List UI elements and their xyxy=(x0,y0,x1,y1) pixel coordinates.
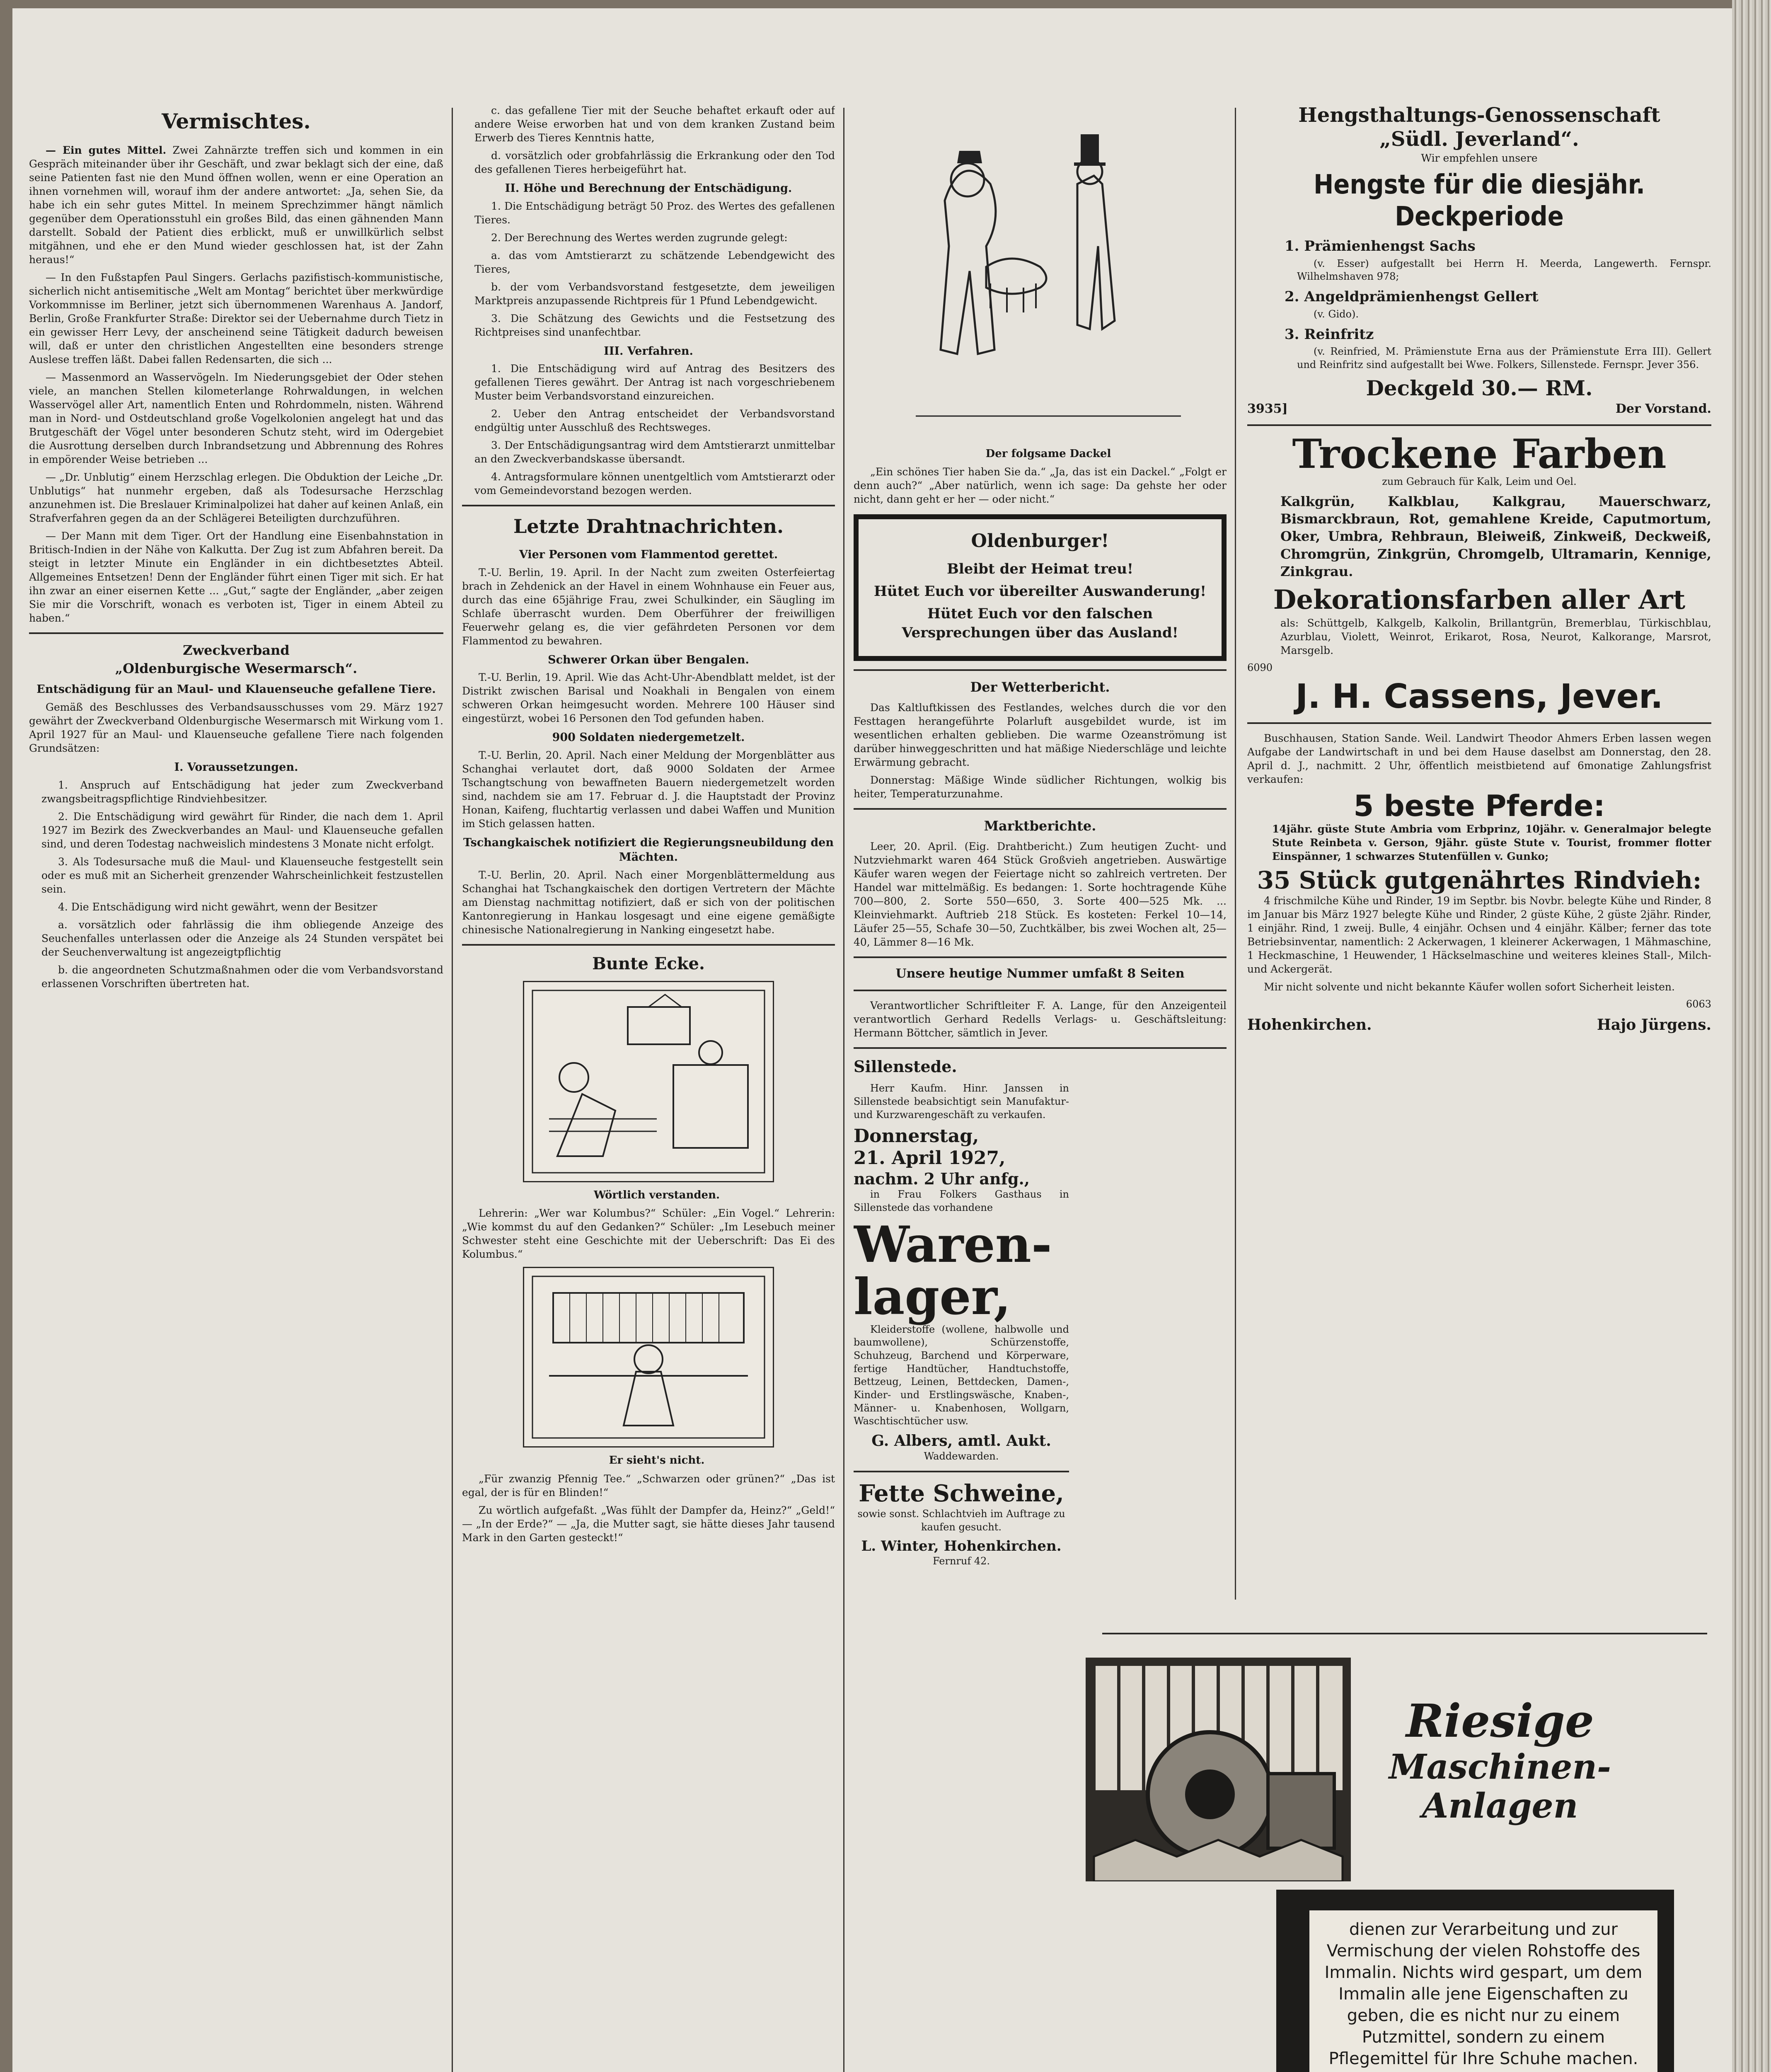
article-unblutig: — „Dr. Unblutig“ einem Herzschlag erlegen. Die Obduktion der Leiche „Dr. Unblutigs“ hat nunmehr ergeben, daß als Todesursache Herzschlag anzunehmen ist. Die Breslauer Kriminalpolizei hat daher auf keinen Anlaß, ein Strafverfahren gegen da an der Schlägerei Beteiligten durchzuführen. xyxy=(29,471,443,524)
column-divider xyxy=(843,108,844,2072)
column-divider xyxy=(1235,108,1236,1600)
article-gutes-mittel xyxy=(29,143,443,266)
news-headline: Tschangkaischek notifiziert die Regierungsneubildung den Mächten. xyxy=(463,836,834,864)
joke-dialog: „Ein schönes Tier haben Sie da.“ „Ja, das ist ein Dackel.“ „Folgt er denn auch?“ „Aber natürlich, wenn ich sage: Da gehste her oder nicht, dann geht er her — oder nicht.“ xyxy=(854,466,1227,506)
column-4 xyxy=(1247,104,1711,1604)
farben-headline: Trockene Farben xyxy=(1292,431,1667,478)
auction-place: Hohenkirchen. xyxy=(1247,1016,1372,1034)
ad-phone: Fernruf 42. xyxy=(932,1555,990,1567)
ad-text: Kleiderstoffe (wollene, halbwolle und baumwollene), Schürzenstoffe, Schuhzeug, Barchend und Körperware, fertige Handtücher, Handtuchstoffe, Bettzeug, Leinen, Bettdecken, Damen-, Kinder- und Erstlingswäsche, Knaben-, Männer- u. Knabenhosen, Wollgarn, Waschtischtücher usw. xyxy=(854,1323,1069,1427)
deko-list: als: Schüttgelb, Kalkgelb, Kalkolin, Brillantgrün, Bremerblau, Türkischblau, Azurblau, Violett, Weinrot, Erikarot, Rosa, Neurot, Kalkorange, Marsrot, Marsgelb. xyxy=(1280,617,1711,656)
immalin-copy: dienen zur Verarbeitung und zur Vermischung der vielen Rohstoffe des Immalin. Nichts wird gespart, um dem Immalin alle jene Eigenschaften zu geben, die es nicht nur zu einem Putzmittel, sondern zu einem Pflegemittel für Ihre Schuhe machen. xyxy=(1309,1910,1657,2072)
list-item: 3. Die Schätzung des Gewichts und die Festsetzung des Richtpreises sind unanfechtbar. xyxy=(474,312,835,338)
divider xyxy=(1247,722,1711,724)
list-item: 2. Der Berechnung des Wertes werden zugrunde gelegt: xyxy=(491,231,788,244)
riesige-word: Anlagen xyxy=(1422,1786,1578,1826)
page-edge xyxy=(1732,0,1771,2072)
list-item: b. die angeordneten Schutzmaßnahmen oder die vom Verbandsvorstand erlassenen Vorschriften übertreten hat. xyxy=(41,963,443,990)
stallion-desc: (v. Esser) aufgestallt bei Herrn H. Meerda, Langewerth. Fernspr. Wilhelmshaven 978; xyxy=(1297,257,1711,283)
list-item: 1. Die Entschädigung beträgt 50 Proz. des Wertes des gefallenen Tieres. xyxy=(474,200,835,226)
zweckverband-topic: Entschädigung für an Maul- und Klauenseuche gefallene Tiere. xyxy=(36,683,436,696)
section-title-vermischtes: Vermischtes. xyxy=(162,109,311,133)
box-title: Oldenburger! xyxy=(971,530,1109,552)
weather-title: Der Wetterbericht. xyxy=(970,679,1110,695)
stallion-desc: (v. Reinfried, M. Prämienstute Erna aus der Prämienstute Erra III). Gellert und Reinfritz sind aufgestallt bei Wwe. Folkers, Sillenstede. Fernspr. Jever 356. xyxy=(1297,346,1711,371)
riesige-word: Riesige xyxy=(1406,1694,1594,1748)
article-tiger: — Der Mann mit dem Tiger. Ort der Handlung eine Eisenbahnstation in Britisch-Indien in der Nähe von Kalkutta. Der Zug ist zum Abfahren bereit. Da steigt in letzter Minute ein Engländer in ein dichtbesetztes Abteil. Allgemeines Entsetzen! Denn der Engländer führt einen Tiger mit sich. Er hat ihn zwar an einer eisernen Kette ... „Gut,“ sagte der Engländer, „aber zeigen Sie mir die Vorschrift, wonach es verboten ist, Tiger in einem Abteil zu haben.“ xyxy=(29,530,443,624)
divider xyxy=(854,956,1227,958)
joke-dialog: Lehrerin: „Wer war Kolumbus?“ Schüler: „Ein Vogel.“ Lehrerin: „Wie kommst du auf den Gedanken?“ Schüler: „Im Lesebuch meiner Schwester steht eine Geschichte mit der Ueberschrift: Das Ei des Kolumbus.“ xyxy=(462,1207,835,1261)
machine-illustration xyxy=(1086,1658,1351,1881)
column-2 xyxy=(462,104,835,2072)
list-item: 3. Der Entschädigungsantrag wird dem Amtstierarzt unmittelbar an den Zweckverbandskasse übersandt. xyxy=(474,439,835,465)
auction-ad-sillenstede xyxy=(854,1056,1069,1568)
deckgeld: Deckgeld 30.— RM. xyxy=(1366,375,1593,400)
stallion-name: 1. Prämienhengst Sachs xyxy=(1285,237,1476,254)
article-lead: — Ein gutes Mittel. xyxy=(46,144,167,156)
pferde-desc: 14jähr. güste Stute Ambria vom Erbprinz, 10jähr. v. Generalmajor belegte Stute Reinbeta v. Gerson, 9jähr. güste Stute v. Tourist, frommer flotter Einspänner, 1 schwarzes Stutenfüllen v. Gunko; xyxy=(1272,823,1711,863)
article-singer: — In den Fußstapfen Paul Singers. Gerlachs pazifistisch-kommunistische, sicherlich nicht antisemitische „Welt am Montag“ berichtet über merkwürdige Vorkommnisse im Berliner, jetzt sich übernommenen Warenhaus A. Jandorf, Berlin, Große Frankfurter Straße: Direktor sei der Uebernahme durch Tietz in ein gewisser Herr Levy, der anscheinend seine Tätigkeit dadurch beweisen will, daß er unter den christlichen Angestellten eine besonders strenge Auslese treffen läßt. Dabei fallen Redensarten, die sich ... xyxy=(29,271,443,366)
deko-headline: Dekorationsfarben aller Art xyxy=(1273,584,1686,615)
rindvieh-headline: 35 Stück gutgenährtes Rindvieh: xyxy=(1257,866,1702,895)
ad-headline: Fette Schweine, xyxy=(859,1479,1064,1507)
list-item: 1. Die Entschädigung wird auf Antrag des Besitzers des gefallenen Tieres gewährt. Der Antrag ist nach vorgeschriebenem Muster beim Verbandsvorstand einzureichen. xyxy=(474,363,835,402)
hengst-ad-title: Hengsthaltungs-Genossenschaft xyxy=(1298,104,1660,127)
ad-text: Herr Kaufm. Hinr. Janssen in Sillenstede beabsichtigt sein Manufaktur- und Kurzwarengeschäft zu verkaufen. xyxy=(854,1082,1069,1121)
zweckverband-intro: Gemäß des Beschlusses des Verbandsausschusses vom 29. März 1927 gewährt der Zweckverband Oldenburgische Wesermarsch mit Wirkung vom 1. April 1927 für an Maul- und Klauenseuche gefallene Tiere nach folgenden Grundsätzen: xyxy=(29,701,443,755)
divider xyxy=(462,505,835,506)
riesige-text xyxy=(1367,1695,1633,1825)
auction-footer xyxy=(1247,1015,1711,1035)
hengst-ad-subtitle: „Südl. Jeverland“. xyxy=(1379,127,1579,151)
list-item: a. vorsätzlich oder fahrlässig die ihm obliegende Anzeige des Seuchenfalles unterlassen oder die Anzeige als 24 Stunden verspätet bei der Seuchenverwaltung ist angezeigtpflichtig xyxy=(41,918,443,958)
divider xyxy=(854,808,1227,810)
column-divider xyxy=(452,108,453,2072)
joke-dialog: Zu wörtlich aufgefaßt. „Was fühlt der Dampfer da, Heinz?“ „Geld!“ — „In der Erde?“ — „Ja, die Mutter sagt, sie hätte dieses Jahr tausend Mark in den Garten gesteckt!“ xyxy=(462,1504,835,1544)
rindvieh-desc: 4 frischmilche Kühe und Rinder, 19 im Septbr. bis Novbr. belegte Kühe und Rinder, 8 im Januar bis März 1927 belegte Kühe und Rinder, 2 güste Kühe, 2 güste 2jähr. Rinder, 1 einjähr. Rind, 1 zweij. Bulle, 4 einjähr. Ochsen und 4 einjähr. Kälber; ferner das tote Betriebsinventar, namentlich: 2 Ackerwagen, 1 kleinerer Ackerwagen, 1 Mähmaschine, 1 Heckmaschine, 1 Heuwender, 1 Häckselmaschine und weiteres kleines Stall-, Milch- und Ackergerät. xyxy=(1247,895,1711,975)
ad-date: 21. April 1927, xyxy=(854,1147,1006,1169)
news-headline: Schwerer Orkan über Bengalen. xyxy=(548,653,749,666)
divider xyxy=(462,944,835,946)
list-item: 3. Als Todesursache muß die Maul- und Klauenseuche festgestellt sein oder es muß mit an Sicherheit grenzender Wahrscheinlichkeit festzustellen sein. xyxy=(41,855,443,895)
joke-dialog: „Für zwanzig Pfennig Tee.“ „Schwarzen oder grünen?“ „Das ist egal, der is für en Blinden!“ xyxy=(462,1472,835,1498)
section-heading: III. Verfahren. xyxy=(604,344,693,358)
market-report: Leer, 20. April. (Eig. Drahtbericht.) Zum heutigen Zucht- und Nutzviehmarkt waren 464 Stück Großvieh angetrieben. Auswärtige Käufer waren wegen der Feiertage nicht so zahlreich vertreten. Der Handel war mittelmäßig. Es bedangen: 1. Sorte hochtragende Kühe 700—800, 2. Sorte 550—650, 3. Sorte 400—525 Mk. ... Kleinviehmarkt. Auftrieb 218 Stück. Es kosteten: Ferkel 10—14, Läufer 25—55, Schafe 30—50, Zuchtkälber, bis zwei Wochen alt, 25—40, Lämmer 8—16 Mk. xyxy=(854,840,1227,949)
ad-signature: G. Albers, amtl. Aukt. xyxy=(871,1432,1051,1450)
stallion-name: 3. Reinfritz xyxy=(1285,326,1374,343)
shop-illustration xyxy=(523,1267,774,1447)
zweckverband-title: Zweckverband xyxy=(183,642,290,658)
ad-headline: lager, xyxy=(854,1267,1011,1326)
stallion-desc: (v. Gido). xyxy=(1314,308,1359,320)
auction-intro: Buschhausen, Station Sande. Weil. Landwirt Theodor Ahmers Erben lassen wegen Aufgabe der Landwirtschaft in und bei dem Hause daselbst am Donnerstag, den 28. April d. J., nachmitt. 2 Uhr, öffentlich meistbietend auf 6monatige Zahlungsfrist verkaufen: xyxy=(1247,732,1711,786)
ad-headline: Waren- xyxy=(854,1215,1052,1274)
farben-list: Kalkgrün, Kalkblau, Kalkgrau, Mauerschwarz, Bismarckbraun, Rot, gemahlene Kreide, Caputmortum, Oker, Umbra, Rehbraun, Bleiweiß, Zinkweiß, Deckweiß, Chromgrün, Zinkgrün, Chromgelb, Ultramarin, Kennige, Zinkgrau. xyxy=(1280,493,1711,579)
classroom-illustration xyxy=(523,981,774,1182)
divider xyxy=(854,669,1227,671)
ad-number: 3935] xyxy=(1247,401,1288,416)
list-item: 4. Antragsformulare können unentgeltlich vom Amtstierarzt oder vom Gemeindevorstand bezogen werden. xyxy=(474,471,835,497)
ad-text: in Frau Folkers Gasthaus in Sillenstede das vorhandene xyxy=(854,1188,1069,1214)
farben-sub: zum Gebrauch für Kalk, Leim und Oel. xyxy=(1382,476,1577,488)
ad-time: nachm. 2 Uhr anfg., xyxy=(854,1169,1030,1188)
emigration-warning-box xyxy=(854,514,1227,661)
ad-number: 6063 xyxy=(1686,998,1711,1010)
list-item: a. das vom Amtstierarzt zu schätzende Lebendgewicht des Tieres, xyxy=(474,249,835,275)
box-line: Hütet Euch vor den falschen Versprechungen über das Ausland! xyxy=(902,605,1178,641)
stallion-list xyxy=(1247,237,1711,372)
bunte-ecke-title: Bunte Ecke. xyxy=(592,954,705,974)
immalin-ad xyxy=(854,1645,1707,2072)
pferde-headline: 5 beste Pferde: xyxy=(1353,789,1605,823)
hengst-ad-footer xyxy=(1247,401,1711,417)
list-item: b. der vom Verbandsvorstand festgesetzte, dem jeweiligen Marktpreis anzupassende Richtpreis für 1 Pfund Lebendgewicht. xyxy=(474,281,835,307)
list-item: c. das gefallene Tier mit der Seuche behaftet erkauft oder auf andere Weise erworben hat und von dem kranken Zustand beim Erwerb des Tieres Kenntnis hatte, xyxy=(474,104,835,144)
divider xyxy=(1102,1633,1707,1634)
cartoon-caption: Wörtlich verstanden. xyxy=(593,1188,720,1201)
list-item: 2. Die Entschädigung wird gewährt für Rinder, die nach dem 1. April 1927 im Bezirk des Zweckverbandes an Maul- und Klauenseuche gefallen sind, und deren Todestag nachweislich mindestens 3 Monate nicht erfolgt. xyxy=(41,810,443,850)
cartoon-caption: Der folgsame Dackel xyxy=(985,448,1111,460)
list-item: 2. Ueber den Antrag entscheidet der Verbandsvorstand endgültig unter Ausschluß des Rechtsweges. xyxy=(474,408,835,434)
cassens-signature: J. H. Cassens, Jever. xyxy=(1295,677,1663,716)
ad-place: Sillenstede. xyxy=(854,1057,957,1076)
hengst-ad-headline: Hengste für die diesjähr. Deckperiode xyxy=(1314,169,1645,232)
column-1 xyxy=(29,104,443,2072)
section-heading: II. Höhe und Berechnung der Entschädigung. xyxy=(505,182,792,195)
news-title: Letzte Drahtnachrichten. xyxy=(513,515,784,538)
ad-date: Donnerstag, xyxy=(854,1126,979,1147)
immalin-panel xyxy=(1276,1890,1674,2072)
hengst-ad-intro: Wir empfehlen unsere xyxy=(1421,152,1538,165)
zweckverband-subtitle: „Oldenburgische Wesermarsch“. xyxy=(115,661,358,677)
divider xyxy=(1247,424,1711,426)
imprint: Verantwortlicher Schriftleiter F. A. Lange, für den Anzeigenteil verantwortlich Gerhard Redells Verlags- u. Geschäftsleitung: Hermann Böttcher, sämtlich in Jever. xyxy=(854,1000,1227,1039)
article-text: Zwei Zahnärzte treffen sich und kommen in ein Gespräch miteinander über ihr Geschäft, und zwar beklagt sich der eine, daß seine Patienten fast nie den Mund öffnen wollen, wenn er eine Operation an ihnen vornehmen will, worauf ihm der andere antwortet: „Ja, sehen Sie, da habe ich ein sehr gutes Mittel. In meinem Sprechzimmer hängt nämlich gegenüber dem Operationsstuhl ein großes Bild, das einen gähnenden Mann darstellt. Sobald der Patient dies erblickt, muß er unwillkürlich selbst mitgähnen, und ehe er den Mund wieder geschlossen hat, ist der Zahn heraus!“ xyxy=(29,144,443,266)
auction-conditions: Mir nicht solvente und nicht bekannte Käufer wollen sofort Sicherheit leisten. xyxy=(1264,981,1675,993)
zweckverband-section-1: I. Voraussetzungen. xyxy=(174,761,298,774)
auction-signature: Hajo Jürgens. xyxy=(1597,1016,1711,1034)
weather-report: Das Kaltluftkissen des Festlandes, welches durch die vor den Festtagen herangeführte Polarluft ausgebildet wurde, ist im wesentlichen erhalten geblieben. Die warme Ozeanströmung ist darüber hinweggeschritten und hat mäßige Niederschläge und leichte Erwärmung gebracht. xyxy=(854,702,1227,769)
divider xyxy=(854,990,1227,991)
stallion-name: 2. Angeldprämienhengst Gellert xyxy=(1285,288,1539,305)
news-headline: Vier Personen vom Flammentod gerettet. xyxy=(519,548,778,561)
newspaper-page xyxy=(12,8,1732,2072)
ad-number: 6090 xyxy=(1247,661,1273,673)
issue-notice: Unsere heutige Nummer umfaßt 8 Seiten xyxy=(895,966,1185,981)
dachshund-cartoon xyxy=(883,109,1198,441)
divider xyxy=(854,1047,1227,1049)
weather-forecast: Donnerstag: Mäßige Winde südlicher Richtungen, wolkig bis heiter, Temperaturzunahme. xyxy=(854,774,1227,800)
list-item: 1. Anspruch auf Entschädigung hat jeder zum Zweckverband zwangsbeitragspflichtige Rindviehbesitzer. xyxy=(41,779,443,805)
news-item: T.-U. Berlin, 20. April. Nach einer Morgenblättermeldung aus Schanghai hat Tschangkaischek den dortigen Vertretern der Mächte am Dienstag nachmittag notifiziert, daß er sich von der politischen Kantonregierung in Hankau losgesagt und eine eigene gemäßigte chinesische Nationalregierung in Nanking eingesetzt habe. xyxy=(462,869,835,936)
cartoon-caption: Er sieht's nicht. xyxy=(609,1454,705,1467)
divider xyxy=(29,632,443,634)
ad-signature: Der Vorstand. xyxy=(1615,401,1711,416)
list-item: d. vorsätzlich oder grobfahrlässig die Erkrankung oder den Tod des gefallenen Tieres herbeigeführt hat. xyxy=(474,150,835,175)
box-line: Bleibt der Heimat treu! xyxy=(947,561,1133,578)
market-title: Marktberichte. xyxy=(984,818,1096,834)
ad-text: sowie sonst. Schlachtvieh im Auftrage zu kaufen gesucht. xyxy=(857,1508,1065,1533)
list-item: 4. Die Entschädigung wird nicht gewährt, wenn der Besitzer xyxy=(58,900,377,913)
article-wasservoegel: — Massenmord an Wasservögeln. Im Niederungsgebiet der Oder stehen viele, an manchen Stellen kilometerlange Rohrwaldungen, in welchen Wasservögel aller Art, namentlich Enten und Rohrdommeln, nisten. Während man in Nord- und Ostdeutschland große Vogelkolonien angelegt hat und das Brutgeschäft der Vögel unter besonderen Schutz steht, wird im Odergebiet die Ausrottung derselben durch Inbrandsetzung und Abbrennung des Rohres in empörender Weise betrieben ... xyxy=(29,371,443,465)
box-line: Hütet Euch vor übereilter Auswanderung! xyxy=(873,583,1207,600)
riesige-word: Maschinen- xyxy=(1389,1747,1611,1787)
news-item: T.-U. Berlin, 19. April. Wie das Acht-Uhr-Abendblatt meldet, ist der Distrikt zwischen Barisal und Noakhali in Bengalen von einem schweren Orkan heimgesucht worden. Mehrere 100 Häuser sind eingestürzt, wobei 16 Personen den Tod gefunden haben. xyxy=(462,671,835,725)
ad-signature: L. Winter, Hohenkirchen. xyxy=(861,1538,1062,1555)
news-headline: 900 Soldaten niedergemetzelt. xyxy=(552,731,745,744)
news-item: T.-U. Berlin, 20. April. Nach einer Meldung der Morgenblätter aus Schanghai verlautet dort, daß 9000 Soldaten der Armee Tschangtschung von bewaffneten Bauern niedergemetzelt worden sind, nachdem sie am 17. Februar d. J. die Hauptstadt der Provinz Honan, Kaifeng, fluchtartig verlassen und dabei Waffen und Munition im Stich gelassen hatten. xyxy=(462,749,835,830)
news-item: T.-U. Berlin, 19. April. In der Nacht zum zweiten Osterfeiertag brach in Zehdenick an der Havel in einem Wohnhause ein Feuer aus, durch das eine 65jährige Frau, zwei Schulkinder, ein Säugling im Schlafe überrascht wurden. Dem Oberführer der freiwilligen Feuerwehr gelang es, die vier gefährdeten Personen vor dem Flammentod zu bewahren. xyxy=(462,566,835,647)
divider xyxy=(854,1471,1069,1472)
ad-location: Waddewarden. xyxy=(924,1450,999,1462)
